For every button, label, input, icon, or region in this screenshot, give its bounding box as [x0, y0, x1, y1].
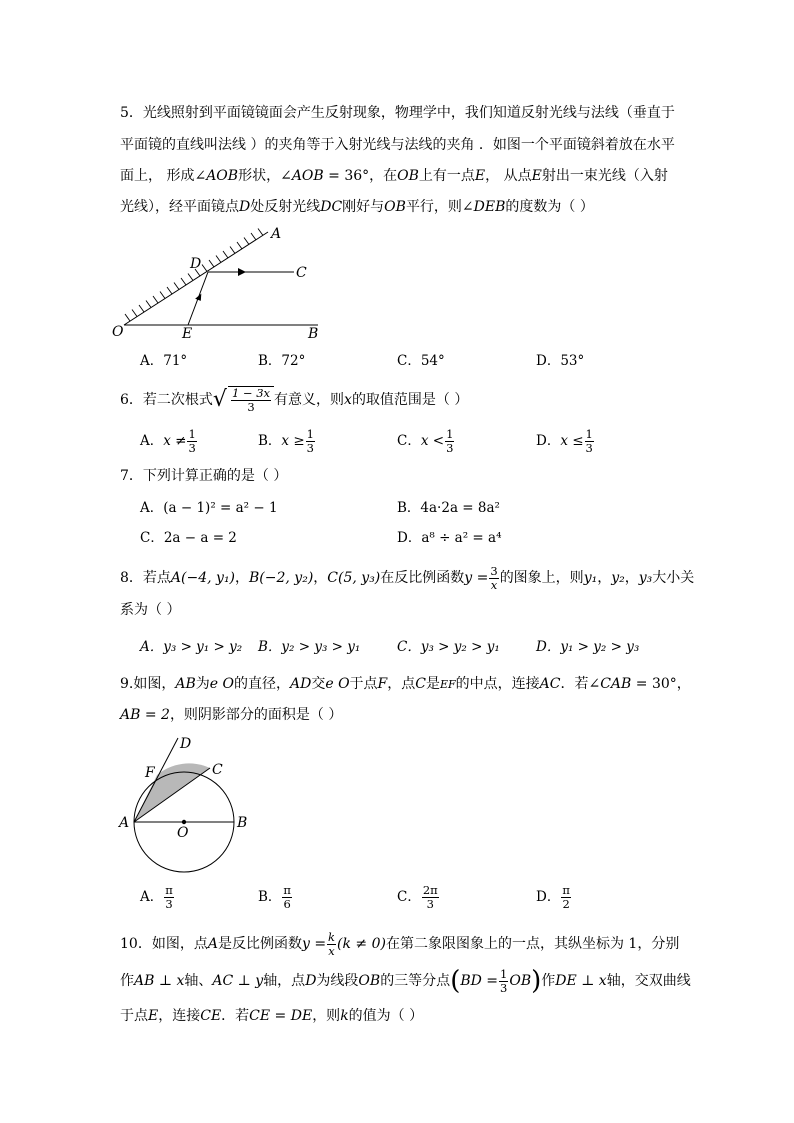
q5-stem-line4: 光线），经平面镜点D处反射光线DC刚好与OB平行，则∠DEB的度数为（ ） [120, 199, 594, 215]
q7-option-a[interactable]: A．(a − 1)² = a² − 1 [140, 500, 278, 516]
q5-option-d[interactable]: D．53° [536, 353, 585, 369]
q8-option-d[interactable]: D．y₁ > y₂ > y₃ [536, 639, 640, 655]
q6-option-a[interactable]: A．x ≠ $\frac{1}{3}$ [140, 427, 196, 455]
q6-option-c[interactable]: C．x < $\frac{1}{3}$ [397, 427, 454, 455]
label-d: D [190, 256, 202, 272]
q9-option-d[interactable]: D． $\frac{\pi}{2}$ [536, 883, 570, 911]
q9-option-c[interactable]: C． $\frac{2\pi}{3}$ [397, 883, 438, 911]
label-a: A [271, 226, 282, 242]
q8-stem-line2: 系为（ ） [120, 602, 181, 618]
q5-stem-line3: 面上， 形成∠AOB形状，∠AOB = 36°，在OB上有一点E， 从点E射出一束光线（入射 [120, 168, 668, 184]
label-o: O [177, 825, 189, 841]
center-dot [182, 820, 186, 824]
label-c: C [212, 762, 223, 778]
incident-arrow [195, 292, 203, 301]
q5-stem-line2: 平面镜的直线叫法线 ）的夹角等于入射光线与法线的夹角 ．如图一个平面镜斜着放在水平 [120, 137, 675, 153]
q6-stem: 6．若二次根式√ $\frac{1 - 3x}{3}$ 有意义，则x的取值范围是（ ） [120, 386, 469, 414]
q7-option-d[interactable]: D．a⁸ ÷ a² = a⁴ [397, 530, 502, 546]
q9-circle-figure [112, 730, 262, 875]
q7-option-b[interactable]: B．4a·2a = 8a² [397, 500, 500, 516]
label-e: E [182, 326, 193, 342]
q10-stem-line2: 作AB ⊥ x轴、AC ⊥ y轴，点D为线段OB的三等分点(BD = $\frac{1}{3}$ OB)作DE ⊥ x轴，交双曲线 [120, 966, 691, 996]
q5-option-c[interactable]: C．54° [397, 353, 445, 369]
q10-stem-line3: 于点E，连接CE．若CE = DE，则k的值为（ ） [120, 1008, 424, 1024]
reflected-arrow [238, 268, 246, 276]
label-a: A [119, 815, 130, 831]
q5-mirror-figure [110, 222, 350, 342]
q8-option-b[interactable]: B．y₂ > y₃ > y₁ [258, 639, 361, 655]
label-d: D [180, 736, 192, 752]
q6-option-b[interactable]: B．x ≥ $\frac{1}{3}$ [258, 427, 314, 455]
q9-option-a[interactable]: A． $\frac{\pi}{3}$ [140, 883, 173, 911]
label-f: F [145, 765, 155, 781]
q7-option-c[interactable]: C．2a − a = 2 [140, 530, 237, 546]
q8-option-a[interactable]: A．y₃ > y₁ > y₂ [140, 639, 243, 655]
q7-stem: 7．下列计算正确的是（ ） [120, 468, 288, 484]
q6-option-d[interactable]: D．x ≤ $\frac{1}{3}$ [536, 427, 593, 455]
label-o: O [112, 324, 124, 340]
q9-stem-line2: AB = 2，则阴影部分的面积是（ ） [120, 707, 343, 723]
q10-stem-line1: 10．如图，点A是反比例函数y = $\frac{k}{x}$ (k ≠ 0)在第二象限图象上的一点，其纵坐标为 1，分别 [120, 929, 680, 958]
label-b: B [308, 326, 319, 342]
mirror-line-oa [124, 232, 268, 325]
label-b: B [237, 815, 248, 831]
mirror-hatching [125, 229, 263, 322]
q8-option-c[interactable]: C．y₃ > y₂ > y₁ [397, 639, 500, 655]
q8-stem-line1: 8．若点A(−4, y₁)，B(−2, y₂)，C(5, y₃)在反比例函数y = $\frac{3}{x}$ 的图象上，则y₁，y₂，y₃大小关 [120, 563, 695, 592]
q9-option-b[interactable]: B． $\frac{\pi}{6}$ [258, 883, 291, 911]
label-c: C [296, 265, 307, 281]
q9-stem-line1: 9.如图，AB为e O的直径，AD交e O于点F，点C是EF的中点，连接AC．若∠CAB = 30°， [120, 676, 691, 692]
q5-stem-line1: 5．光线照射到平面镜镜面会产生反射现象，物理学中，我们知道反射光线与法线（垂直于 [120, 105, 675, 121]
q5-option-a[interactable]: A．71° [140, 353, 188, 369]
q5-option-b[interactable]: B．72° [258, 353, 306, 369]
